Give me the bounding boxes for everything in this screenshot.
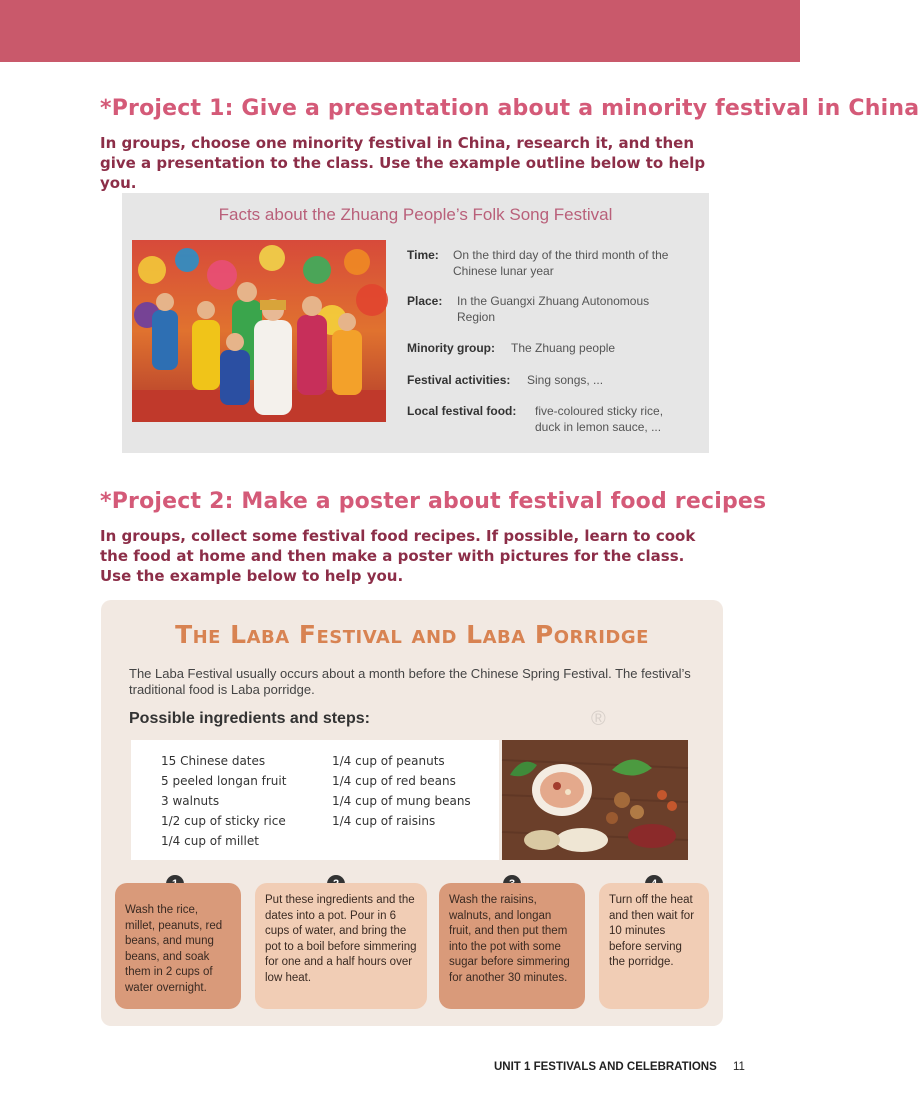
poster-intro: The Laba Festival usually occurs about a month before the Chinese Spring Festival. The festival’s traditional food is Laba porridge.	[129, 666, 691, 697]
festival-photo	[132, 240, 386, 422]
ingredients-box	[131, 740, 499, 860]
ingredient-item: 1/2 cup of sticky rice	[161, 814, 286, 828]
step-3-card	[439, 883, 585, 1009]
page-number: 11	[733, 1061, 745, 1073]
fact-activities-label: Festival activities:	[407, 373, 511, 387]
porridge-image	[502, 740, 688, 860]
ingredient-item: 15 Chinese dates	[161, 754, 266, 768]
fact-food	[407, 403, 664, 434]
project2-title: *Project 2: Make a poster about festival food recipes	[100, 489, 767, 514]
project1-intro: In groups, choose one minority festival in China, research it, and then give a presentation to the class. Use the example outline below to help you.	[100, 134, 706, 192]
fact-activities	[407, 372, 604, 388]
ingredients-heading: Possible ingredients and steps:	[129, 710, 370, 727]
facts-title: Facts about the Zhuang People’s Folk Song Festival	[218, 205, 613, 224]
step-4-card	[599, 883, 709, 1009]
fact-food-value: five-coloured sticky rice, duck in lemon sauce, ...	[535, 404, 664, 434]
festival-dancers-image	[132, 240, 386, 422]
laba-poster	[101, 600, 723, 1026]
ingredient-item: 1/4 cup of mung beans	[332, 794, 471, 808]
step-2-text: Put these ingredients and the dates into a pot. Pour in 6 cups of water, and bring the pot to a boil before simmering for one and a half hours over low heat.	[265, 894, 417, 984]
registered-mark: ®	[591, 708, 606, 730]
facts-box	[122, 193, 709, 453]
fact-place-value: In the Guangxi Zhuang Autonomous Region	[457, 294, 650, 324]
step-3-text: Wash the raisins, walnuts, and longan fruit, and then put them into the pot with some sugar before simmering for another 30 minutes.	[449, 894, 570, 984]
fact-place-label: Place:	[407, 294, 443, 308]
project1-title: *Project 1: Give a presentation about a minority festival in China	[100, 96, 919, 121]
porridge-photo	[502, 740, 688, 860]
fact-group-label: Minority group:	[407, 341, 495, 355]
fact-group-value: The Zhuang people	[511, 341, 616, 355]
fact-time-label: Time:	[407, 248, 439, 262]
step-1-text: Wash the rice, millet, peanuts, red beans, and mung beans, and soak them in 2 cups of water overnight.	[125, 904, 223, 994]
top-color-band	[0, 0, 800, 62]
poster-title: The Laba Festival and Laba Porridge	[175, 620, 649, 649]
step-1-card	[115, 883, 241, 1009]
fact-activities-value: Sing songs, ...	[527, 373, 604, 387]
ingredient-item: 1/4 cup of peanuts	[332, 754, 445, 768]
fact-time-value: On the third day of the third month of the Chinese lunar year	[453, 248, 669, 278]
ingredient-item: 1/4 cup of red beans	[332, 774, 456, 788]
project2-intro: In groups, collect some festival food recipes. If possible, learn to cook the food at home and then make a poster with pictures for the class. Use the example below to help you.	[100, 527, 696, 585]
ingredient-item: 1/4 cup of raisins	[332, 814, 436, 828]
step-2-card	[255, 883, 427, 1009]
fact-time	[407, 247, 669, 278]
ingredient-item: 5 peeled longan fruit	[161, 774, 287, 788]
fact-place	[407, 293, 650, 324]
footer-unit: UNIT 1 FESTIVALS AND CELEBRATIONS	[494, 1061, 717, 1073]
fact-minority-group	[407, 340, 616, 356]
fact-food-label: Local festival food:	[407, 404, 517, 418]
step-4-text: Turn off the heat and then wait for 10 minutes before serving the porridge.	[609, 894, 695, 968]
ingredient-item: 1/4 cup of millet	[161, 834, 259, 848]
ingredient-item: 3 walnuts	[161, 794, 220, 808]
